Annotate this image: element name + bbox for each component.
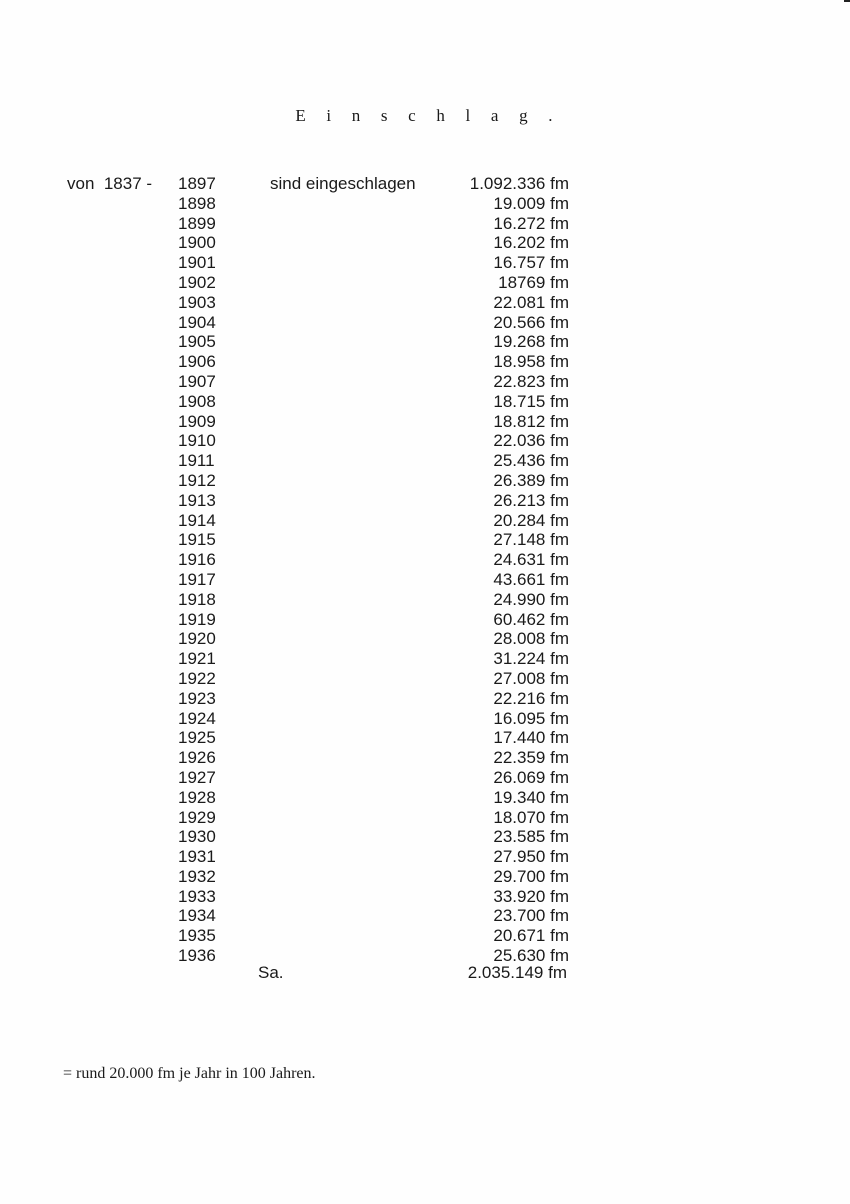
year-cell: 1900 — [178, 233, 216, 253]
year-cell: 1914 — [178, 510, 216, 530]
amount-cell: 16.095 fm — [493, 708, 569, 728]
amount-cell: 18.715 fm — [493, 391, 569, 411]
table-row — [0, 847, 850, 867]
year-cell: 1897 — [178, 174, 216, 193]
table-row — [0, 352, 850, 372]
year-cell: 1936 — [178, 946, 216, 966]
year-cell: 1906 — [178, 352, 216, 372]
amount-cell: 22.216 fm — [493, 688, 569, 708]
table-row — [0, 372, 850, 392]
amount-cell: 23.585 fm — [493, 827, 569, 847]
amount-cell: 60.462 fm — [493, 609, 569, 629]
table-row — [0, 590, 850, 610]
table-row — [0, 332, 850, 352]
year-cell: 1931 — [178, 847, 216, 867]
year-cell: 1924 — [178, 708, 216, 728]
amount-cell: 22.823 fm — [493, 371, 569, 391]
year-cell: 1911 — [178, 451, 215, 471]
table-row — [0, 451, 850, 471]
table-row — [0, 511, 850, 531]
year-cell: 1898 — [178, 193, 216, 213]
year-cell: 1921 — [178, 649, 216, 669]
amount-cell: 19.340 fm — [493, 787, 569, 807]
table-row — [0, 709, 850, 729]
table-row — [0, 689, 850, 709]
scan-edge-mark — [844, 0, 850, 2]
year-cell: 1905 — [178, 332, 216, 352]
year-cell: 1913 — [178, 490, 216, 510]
amount-cell: 18.812 fm — [493, 411, 569, 431]
amount-cell: 27.950 fm — [493, 847, 569, 867]
sum-label: Sa. — [258, 963, 284, 982]
year-cell: 1932 — [178, 866, 216, 886]
amount-cell: 24.990 fm — [493, 589, 569, 609]
year-cell: 1904 — [178, 312, 216, 332]
year-cell: 1922 — [178, 668, 216, 688]
table-row — [0, 669, 850, 689]
year-cell: 1902 — [178, 272, 216, 292]
year-cell: 1920 — [178, 629, 216, 649]
amount-cell: 16.272 fm — [493, 213, 569, 233]
table-row — [0, 293, 850, 313]
amount-cell: 26.069 fm — [493, 767, 569, 787]
table-row — [0, 570, 850, 590]
table-row — [0, 273, 850, 293]
year-cell: 1933 — [178, 886, 216, 906]
amount-cell: 22.036 fm — [493, 431, 569, 451]
harvest-table — [0, 174, 850, 966]
amount-cell: 19.268 fm — [493, 332, 569, 352]
amount-cell: 17.440 fm — [493, 728, 569, 748]
table-row — [0, 174, 850, 194]
table-row — [0, 748, 850, 768]
year-cell: 1925 — [178, 728, 216, 748]
amount-cell: 43.661 fm — [493, 569, 569, 589]
table-row — [0, 194, 850, 214]
table-row — [0, 629, 850, 649]
year-cell: 1928 — [178, 787, 216, 807]
table-row — [0, 471, 850, 491]
amount-cell: 18769 fm — [498, 272, 569, 292]
table-row — [0, 867, 850, 887]
table-row — [0, 431, 850, 451]
table-row — [0, 610, 850, 630]
description-label: sind eingeschlagen — [270, 174, 416, 193]
year-cell: 1923 — [178, 688, 216, 708]
table-row — [0, 233, 850, 253]
table-row — [0, 649, 850, 669]
amount-cell: 28.008 fm — [493, 629, 569, 649]
table-row — [0, 253, 850, 273]
table-row — [0, 412, 850, 432]
year-cell: 1907 — [178, 371, 216, 391]
amount-cell: 25.630 fm — [493, 946, 569, 966]
year-cell: 1901 — [178, 253, 216, 273]
year-cell: 1916 — [178, 550, 216, 570]
table-row — [0, 788, 850, 808]
amount-cell: 33.920 fm — [493, 886, 569, 906]
amount-cell: 18.070 fm — [493, 807, 569, 827]
year-cell: 1910 — [178, 431, 216, 451]
amount-cell: 29.700 fm — [493, 866, 569, 886]
amount-cell: 27.008 fm — [493, 668, 569, 688]
amount-cell: 18.958 fm — [493, 352, 569, 372]
table-row — [0, 728, 850, 748]
table-row — [0, 906, 850, 926]
amount-cell: 22.081 fm — [493, 292, 569, 312]
summary-note: = rund 20.000 fm je Jahr in 100 Jahren. — [63, 1065, 316, 1082]
year-cell: 1918 — [178, 589, 216, 609]
table-row — [0, 491, 850, 511]
table-row — [0, 392, 850, 412]
amount-cell: 20.671 fm — [493, 926, 569, 946]
amount-cell: 26.213 fm — [493, 490, 569, 510]
year-cell: 1915 — [178, 530, 216, 550]
year-cell: 1908 — [178, 391, 216, 411]
amount-cell: 27.148 fm — [493, 530, 569, 550]
year-cell: 1935 — [178, 926, 216, 946]
year-cell: 1934 — [178, 906, 216, 926]
amount-cell: 25.436 fm — [493, 451, 569, 471]
amount-cell: 31.224 fm — [493, 649, 569, 669]
table-row — [0, 768, 850, 788]
year-cell: 1903 — [178, 292, 216, 312]
table-row — [0, 550, 850, 570]
table-row — [0, 827, 850, 847]
amount-cell: 20.566 fm — [493, 312, 569, 332]
year-cell: 1899 — [178, 213, 216, 233]
amount-cell: 22.359 fm — [493, 748, 569, 768]
amount-cell: 16.757 fm — [493, 253, 569, 273]
amount-cell: 26.389 fm — [493, 470, 569, 490]
amount-cell: 24.631 fm — [493, 550, 569, 570]
amount-cell: 1.092.336 fm — [469, 174, 569, 193]
amount-cell: 23.700 fm — [493, 906, 569, 926]
document-title: E i n s c h l a g . — [295, 106, 561, 125]
year-cell: 1912 — [178, 470, 216, 490]
year-cell: 1926 — [178, 748, 216, 768]
year-cell: 1930 — [178, 827, 216, 847]
year-cell: 1919 — [178, 609, 216, 629]
table-row — [0, 313, 850, 333]
sum-row — [0, 963, 850, 983]
year-cell: 1917 — [178, 569, 216, 589]
period-start-label: von 1837 - — [67, 174, 153, 193]
amount-cell: 19.009 fm — [493, 193, 569, 213]
amount-cell: 16.202 fm — [493, 233, 569, 253]
table-row — [0, 887, 850, 907]
table-row — [0, 214, 850, 234]
sum-amount: 2.035.149 fm — [467, 963, 567, 982]
year-cell: 1929 — [178, 807, 216, 827]
table-row — [0, 926, 850, 946]
amount-cell: 20.284 fm — [493, 510, 569, 530]
table-row — [0, 530, 850, 550]
year-cell: 1909 — [178, 411, 216, 431]
year-cell: 1927 — [178, 767, 216, 787]
table-row — [0, 808, 850, 828]
